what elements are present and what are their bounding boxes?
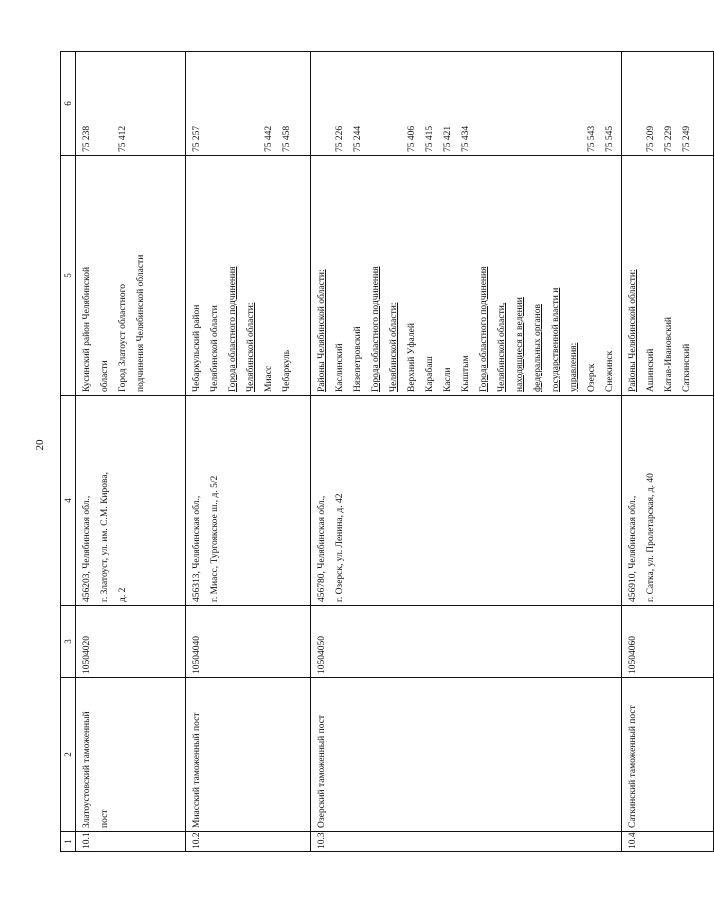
territory-line: Кыштым <box>461 355 471 392</box>
post-code: 10504060 <box>628 636 638 674</box>
okato-code: 75 421 <box>443 125 453 152</box>
address-line: 456313, Челябинская обл., <box>192 495 202 602</box>
okato-cell <box>311 52 622 156</box>
okato-code: 75 434 <box>461 125 471 152</box>
address-line: 456203, Челябинская обл., <box>82 495 92 602</box>
rotated-table-wrapper <box>60 52 692 852</box>
territory-line: Города областного подчинения <box>479 266 489 392</box>
territory-line: области <box>100 360 110 392</box>
post-name-line: Озерский таможенный пост <box>317 714 327 828</box>
okato-cell <box>76 52 186 156</box>
okato-code: 75 442 <box>264 125 274 152</box>
row-number-cell <box>186 832 311 852</box>
territory-line: Кусинский район Челябинской <box>82 266 92 392</box>
okato-code: 75 415 <box>425 125 435 152</box>
row-number-cell <box>311 832 622 852</box>
empty-line <box>493 55 511 152</box>
row-number-cell <box>622 832 714 852</box>
row-number: 10.4 <box>628 832 638 849</box>
address-line: г. Миасс, Тургоякское ш., д. 5/2 <box>210 475 220 602</box>
customs-posts-table <box>60 51 714 852</box>
address-line: 456780, Челябинская обл., <box>317 495 327 602</box>
address-line: г. Златоуст, ул. им. С.М. Кирова, <box>100 472 110 602</box>
okato-code: 75 229 <box>664 125 674 152</box>
post-code-cell <box>76 606 186 678</box>
territory-line: Город Златоуст областного <box>118 283 128 392</box>
empty-line <box>206 55 224 152</box>
post-code-cell <box>311 606 622 678</box>
territory-cell <box>622 156 714 396</box>
column-header: 1 <box>61 832 76 852</box>
territory-line: Челябинской области: <box>246 302 256 392</box>
empty-line <box>529 55 547 152</box>
territory-line: Миасс <box>264 365 274 392</box>
post-name-line: Миасский таможенный пост <box>192 712 202 828</box>
address-cell <box>76 396 186 606</box>
address-line: д. 2 <box>118 587 128 602</box>
column-header: 5 <box>61 156 76 396</box>
empty-line <box>511 55 529 152</box>
territory-line: Саткинский <box>682 343 692 392</box>
territory-line: Катав-Ивановский <box>664 316 674 392</box>
okato-code: 75 412 <box>118 125 128 152</box>
post-code: 10504050 <box>317 636 327 674</box>
territory-line: Челябинской области: <box>389 302 399 392</box>
empty-line <box>624 55 642 152</box>
empty-line <box>547 55 565 152</box>
address-line: г. Сатка, ул. Пролетарская, д. 40 <box>646 473 656 602</box>
okato-code: 75 458 <box>282 125 292 152</box>
table-body <box>76 52 714 852</box>
territory-line: Каслинский <box>335 343 345 392</box>
territory-line: Верхний Уфалей <box>407 323 417 392</box>
territory-line: находящиеся в ведении <box>515 297 525 392</box>
empty-line <box>385 55 403 152</box>
post-name-cell <box>76 678 186 832</box>
territory-line: Районы Челябинской области: <box>628 269 638 392</box>
post-name-line: Златоустовский таможенный <box>82 711 92 828</box>
post-name-cell <box>311 678 622 832</box>
territory-line: Нязепетровский <box>353 326 363 392</box>
column-header: 4 <box>61 396 76 606</box>
empty-line <box>367 55 385 152</box>
row-number: 10.3 <box>317 832 327 849</box>
okato-code: 75 257 <box>192 125 202 152</box>
territory-line: Ашинский <box>646 348 656 392</box>
territory-line: Снежинск <box>605 350 615 392</box>
post-code-cell <box>622 606 714 678</box>
row-number: 10.2 <box>192 832 202 849</box>
address-cell <box>311 396 622 606</box>
post-name-cell <box>622 678 714 832</box>
okato-code: 75 238 <box>82 125 92 152</box>
okato-code: 75 406 <box>407 125 417 152</box>
post-code-cell <box>186 606 311 678</box>
column-header: 3 <box>61 606 76 678</box>
empty-line <box>475 55 493 152</box>
territory-line: Города областного подчинения <box>371 266 381 392</box>
territory-line: управления: <box>569 342 579 392</box>
column-header: 6 <box>61 52 76 156</box>
territory-line: Челябинской области <box>210 305 220 392</box>
row-number: 10.1 <box>82 832 92 849</box>
post-name-line: Саткинский таможенный пост <box>628 705 638 828</box>
post-name-line: пост <box>100 809 110 828</box>
okato-code: 75 545 <box>605 125 615 152</box>
empty-line <box>313 55 331 152</box>
territory-line: Города областного подчинения <box>228 266 238 392</box>
territory-line: Касли <box>443 367 453 392</box>
territory-line: Чебаркульский район <box>192 304 202 392</box>
table-row <box>622 52 714 852</box>
okato-cell <box>622 52 714 156</box>
empty-line <box>132 55 150 152</box>
table-row <box>186 52 311 852</box>
table-row <box>76 52 186 852</box>
okato-code: 75 244 <box>353 125 363 152</box>
territory-line: подчинения Челябинской области <box>136 254 146 392</box>
okato-code: 75 226 <box>335 125 345 152</box>
territory-line: федеральных органов <box>533 304 543 392</box>
empty-line <box>224 55 242 152</box>
okato-cell <box>186 52 311 156</box>
address-line: 456910, Челябинская обл., <box>628 495 638 602</box>
post-name-cell <box>186 678 311 832</box>
post-code: 10504020 <box>82 636 92 674</box>
territory-cell <box>311 156 622 396</box>
address-line: г. Озерск, ул. Ленина, д. 42 <box>335 493 345 602</box>
post-code: 10504040 <box>192 636 202 674</box>
territory-line: Озерск <box>587 363 597 392</box>
empty-line <box>96 55 114 152</box>
empty-line <box>565 55 583 152</box>
territory-cell <box>76 156 186 396</box>
territory-cell <box>186 156 311 396</box>
territory-line: Карабаш <box>425 356 435 392</box>
header-row <box>61 52 76 852</box>
address-cell <box>186 396 311 606</box>
column-header: 2 <box>61 678 76 832</box>
territory-line: государственной власти и <box>551 287 561 392</box>
okato-code: 75 249 <box>682 125 692 152</box>
okato-code: 75 209 <box>646 125 656 152</box>
okato-code: 75 543 <box>587 125 597 152</box>
table-row <box>311 52 622 852</box>
address-cell <box>622 396 714 606</box>
row-number-cell <box>76 832 186 852</box>
page-number: 20 <box>34 439 46 451</box>
empty-line <box>242 55 260 152</box>
territory-line: Районы Челябинской области: <box>317 269 327 392</box>
territory-line: Чебаркуль <box>282 349 292 392</box>
territory-line: Челябинской области, <box>497 302 507 392</box>
